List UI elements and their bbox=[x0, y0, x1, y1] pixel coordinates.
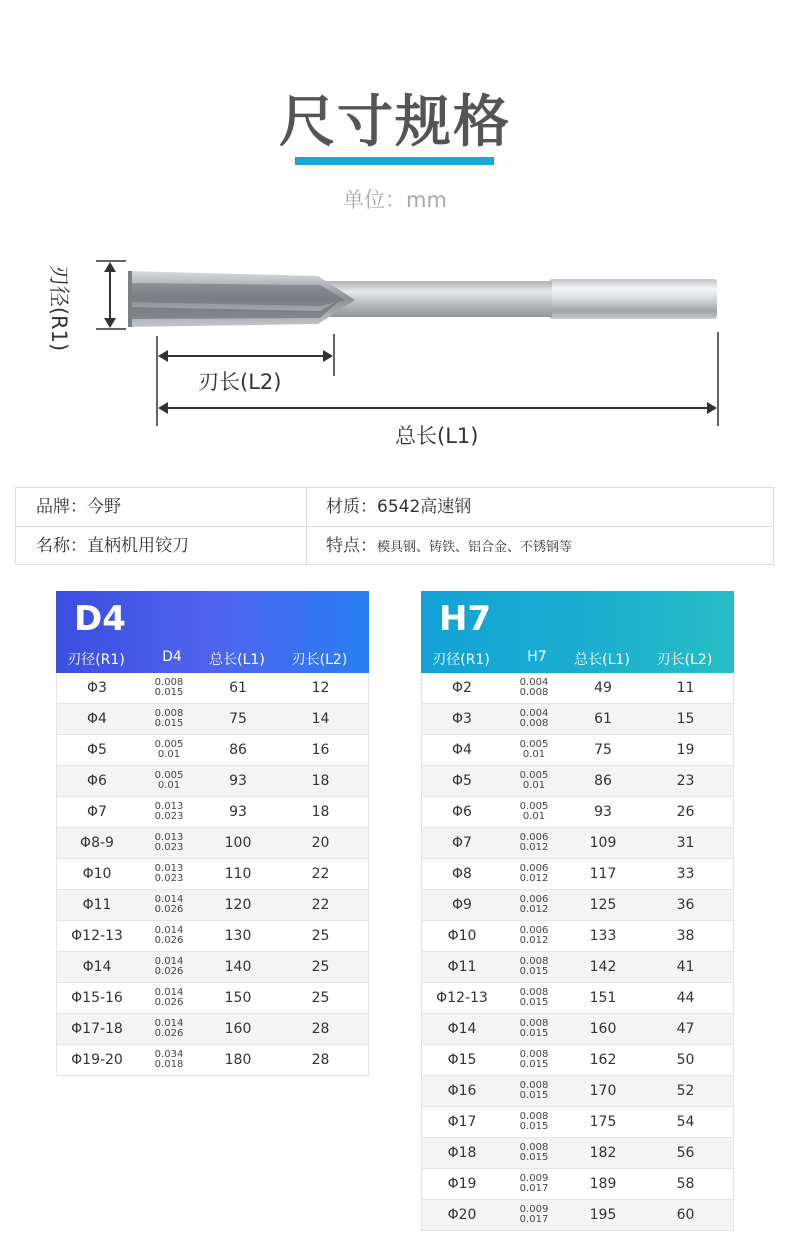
tolerance-lower: 0.023 bbox=[154, 842, 184, 853]
blade-length-cell: 31 bbox=[676, 835, 695, 851]
reamer-illustration bbox=[0, 0, 790, 470]
diameter-cell: Φ4 bbox=[87, 711, 107, 727]
tolerance-lower: 0.008 bbox=[519, 687, 549, 698]
l2-arrow-left bbox=[158, 350, 168, 362]
tolerance-upper: 0.013 bbox=[154, 801, 184, 812]
total-length-cell: 133 bbox=[589, 928, 617, 944]
blade-length-cell: 11 bbox=[676, 680, 695, 696]
blade-length-cell: 38 bbox=[676, 928, 695, 944]
blade-length-cell: 28 bbox=[311, 1052, 330, 1068]
reamer-diagram bbox=[0, 0, 790, 470]
blade-length-cell: 56 bbox=[676, 1145, 695, 1161]
blade-length-cell: 25 bbox=[311, 928, 330, 944]
diameter-cell: Φ5 bbox=[452, 773, 472, 789]
tolerance-lower: 0.012 bbox=[519, 873, 549, 884]
tolerance-upper: 0.008 bbox=[154, 677, 184, 688]
blade-length-cell: 47 bbox=[676, 1021, 695, 1037]
blade-length-cell: 18 bbox=[311, 804, 330, 820]
total-length-cell: 130 bbox=[224, 928, 252, 944]
l2-arrow-right bbox=[323, 350, 333, 362]
tolerance-upper: 0.008 bbox=[519, 1142, 549, 1153]
unit-label: 单位：mm bbox=[343, 188, 447, 212]
table-row bbox=[56, 797, 369, 828]
total-length-cell: 150 bbox=[224, 990, 252, 1006]
total-length-cell: 117 bbox=[589, 866, 617, 882]
tolerance-upper: 0.004 bbox=[519, 677, 549, 688]
total-length-cell: 61 bbox=[594, 711, 612, 727]
tolerance-upper: 0.005 bbox=[154, 770, 184, 781]
table-header bbox=[56, 591, 369, 673]
blade-length-cell: 22 bbox=[311, 866, 330, 882]
tool-tip bbox=[128, 271, 132, 327]
diameter-cell: Φ17-18 bbox=[71, 1021, 123, 1037]
tolerance-lower: 0.017 bbox=[519, 1214, 549, 1225]
total-length-cell: 182 bbox=[589, 1145, 617, 1161]
product-info-table bbox=[15, 487, 774, 565]
tolerance-lower: 0.012 bbox=[519, 842, 549, 853]
blade-length-cell: 41 bbox=[676, 959, 695, 975]
table-row bbox=[56, 673, 369, 704]
diameter-cell: Φ9 bbox=[452, 897, 472, 913]
tolerance-upper: 0.009 bbox=[519, 1204, 549, 1215]
blade-length-cell: 58 bbox=[676, 1176, 695, 1192]
diameter-cell: Φ12-13 bbox=[71, 928, 123, 944]
diameter-cell: Φ14 bbox=[82, 959, 112, 975]
table-row bbox=[421, 1045, 734, 1076]
info-row bbox=[16, 527, 773, 566]
blade-length-cell: 22 bbox=[311, 897, 330, 913]
tolerance-upper: 0.005 bbox=[519, 739, 549, 750]
table-row bbox=[421, 1076, 734, 1107]
table-row bbox=[56, 890, 369, 921]
r1-arrow-top bbox=[104, 262, 116, 272]
tolerance-lower: 0.023 bbox=[154, 873, 184, 884]
total-length-cell: 160 bbox=[224, 1021, 252, 1037]
tolerance-upper: 0.006 bbox=[519, 863, 549, 874]
total-length-cell: 75 bbox=[594, 742, 612, 758]
table-row bbox=[421, 983, 734, 1014]
table-row bbox=[56, 766, 369, 797]
tolerance-upper: 0.008 bbox=[154, 708, 184, 719]
blade-length-cell: 52 bbox=[676, 1083, 695, 1099]
page-title: 尺寸规格 bbox=[279, 90, 511, 155]
feature-value: 模具钢、铸铁、铝合金、不锈钢等 bbox=[377, 540, 573, 555]
tolerance-upper: 0.005 bbox=[519, 770, 549, 781]
diameter-cell: Φ3 bbox=[452, 711, 472, 727]
tolerance-lower: 0.015 bbox=[519, 1121, 549, 1132]
tolerance-upper: 0.013 bbox=[154, 863, 184, 874]
blade-length-cell: 18 bbox=[311, 773, 330, 789]
blade-length-cell: 20 bbox=[311, 835, 330, 851]
diameter-cell: Φ14 bbox=[447, 1021, 477, 1037]
total-length-cell: 61 bbox=[229, 680, 247, 696]
tolerance-lower: 0.01 bbox=[522, 749, 546, 760]
tolerance-upper: 0.014 bbox=[154, 956, 184, 967]
column-header: H7 bbox=[527, 649, 547, 665]
tolerance-lower: 0.026 bbox=[154, 904, 184, 915]
blade-length-cell: 25 bbox=[311, 990, 330, 1006]
l2-label: 刃长(L2) bbox=[198, 370, 282, 394]
total-length-cell: 160 bbox=[589, 1021, 617, 1037]
diameter-cell: Φ10 bbox=[82, 866, 112, 882]
table-row bbox=[421, 952, 734, 983]
shank bbox=[549, 279, 717, 319]
total-length-cell: 175 bbox=[589, 1114, 617, 1130]
column-header: 刃径(R1) bbox=[432, 652, 490, 668]
diameter-cell: Φ7 bbox=[87, 804, 107, 820]
diameter-cell: Φ15 bbox=[447, 1052, 477, 1068]
blade-length-cell: 44 bbox=[676, 990, 695, 1006]
diameter-cell: Φ3 bbox=[87, 680, 107, 696]
diameter-cell: Φ10 bbox=[447, 928, 477, 944]
tolerance-upper: 0.006 bbox=[519, 894, 549, 905]
l1-label: 总长(L1) bbox=[395, 424, 479, 448]
flute-groove-top bbox=[128, 283, 345, 306]
tolerance-lower: 0.017 bbox=[519, 1183, 549, 1194]
total-length-cell: 110 bbox=[224, 866, 252, 882]
blade-length-cell: 50 bbox=[676, 1052, 695, 1068]
table-row bbox=[56, 983, 369, 1014]
table-row bbox=[421, 890, 734, 921]
tolerance-lower: 0.01 bbox=[157, 780, 181, 791]
tolerance-upper: 0.014 bbox=[154, 925, 184, 936]
table-row bbox=[421, 797, 734, 828]
total-length-cell: 195 bbox=[589, 1207, 617, 1223]
tolerance-lower: 0.026 bbox=[154, 997, 184, 1008]
tolerance-lower: 0.012 bbox=[519, 935, 549, 946]
tolerance-upper: 0.005 bbox=[519, 801, 549, 812]
total-length-cell: 86 bbox=[229, 742, 247, 758]
diameter-cell: Φ20 bbox=[447, 1207, 477, 1223]
table-title: D4 bbox=[74, 599, 126, 639]
diameter-cell: Φ7 bbox=[452, 835, 472, 851]
tolerance-upper: 0.008 bbox=[519, 1049, 549, 1060]
total-length-cell: 75 bbox=[229, 711, 247, 727]
tolerance-upper: 0.014 bbox=[154, 987, 184, 998]
blade-length-cell: 16 bbox=[311, 742, 330, 758]
column-header: 刃长(L2) bbox=[291, 652, 348, 668]
tolerance-lower: 0.026 bbox=[154, 1028, 184, 1039]
diameter-cell: Φ19 bbox=[447, 1176, 477, 1192]
total-length-cell: 120 bbox=[224, 897, 252, 913]
table-row bbox=[56, 921, 369, 952]
total-length-cell: 86 bbox=[594, 773, 612, 789]
name-text: 名称：直柄机用铰刀 bbox=[36, 536, 189, 556]
tolerance-upper: 0.006 bbox=[519, 832, 549, 843]
r1-arrow-bottom bbox=[104, 318, 116, 328]
tolerance-upper: 0.008 bbox=[519, 1111, 549, 1122]
blade-length-cell: 33 bbox=[676, 866, 695, 882]
total-length-cell: 109 bbox=[589, 835, 617, 851]
table-row bbox=[421, 1107, 734, 1138]
diameter-cell: Φ8-9 bbox=[80, 835, 114, 851]
diameter-cell: Φ6 bbox=[452, 804, 472, 820]
blade-length-cell: 25 bbox=[311, 959, 330, 975]
l1-arrow-right bbox=[707, 402, 717, 414]
diameter-cell: Φ4 bbox=[452, 742, 472, 758]
total-length-cell: 93 bbox=[229, 804, 247, 820]
table-row bbox=[421, 704, 734, 735]
table-row bbox=[421, 1200, 734, 1231]
diameter-cell: Φ12-13 bbox=[436, 990, 488, 1006]
table-title: H7 bbox=[439, 599, 492, 639]
tolerance-upper: 0.034 bbox=[154, 1049, 184, 1060]
tolerance-upper: 0.013 bbox=[154, 832, 184, 843]
r1-label: 刃径(R1) bbox=[47, 264, 71, 352]
tolerance-lower: 0.026 bbox=[154, 966, 184, 977]
tolerance-upper: 0.008 bbox=[519, 987, 549, 998]
total-length-cell: 93 bbox=[229, 773, 247, 789]
table-row bbox=[56, 735, 369, 766]
tolerance-lower: 0.012 bbox=[519, 904, 549, 915]
tolerance-lower: 0.026 bbox=[154, 935, 184, 946]
table-row bbox=[421, 1014, 734, 1045]
tolerance-lower: 0.008 bbox=[519, 718, 549, 729]
table-row bbox=[421, 673, 734, 704]
table-row bbox=[56, 1014, 369, 1045]
blade-length-cell: 36 bbox=[676, 897, 695, 913]
r1-label-wrap bbox=[40, 260, 80, 350]
tolerance-upper: 0.005 bbox=[154, 739, 184, 750]
column-header: 总长(L1) bbox=[574, 652, 630, 668]
blade-length-cell: 60 bbox=[676, 1207, 695, 1223]
diameter-cell: Φ11 bbox=[447, 959, 477, 975]
table-row bbox=[421, 828, 734, 859]
total-length-cell: 151 bbox=[589, 990, 617, 1006]
tolerance-upper: 0.008 bbox=[519, 1080, 549, 1091]
tolerance-lower: 0.015 bbox=[154, 718, 184, 729]
feature-text bbox=[326, 527, 572, 565]
total-length-cell: 189 bbox=[589, 1176, 617, 1192]
blade-length-cell: 19 bbox=[676, 742, 695, 758]
column-header: 总长(L1) bbox=[209, 652, 265, 668]
blade-length-cell: 15 bbox=[676, 711, 695, 727]
tolerance-lower: 0.01 bbox=[522, 811, 546, 822]
tolerance-lower: 0.015 bbox=[519, 997, 549, 1008]
total-length-cell: 100 bbox=[224, 835, 252, 851]
tolerance-upper: 0.014 bbox=[154, 894, 184, 905]
table-row bbox=[56, 952, 369, 983]
blade-length-cell: 12 bbox=[311, 680, 330, 696]
total-length-cell: 125 bbox=[589, 897, 617, 913]
table-row bbox=[56, 828, 369, 859]
total-length-cell: 142 bbox=[589, 959, 617, 975]
table-row bbox=[56, 704, 369, 735]
diameter-cell: Φ19-20 bbox=[71, 1052, 123, 1068]
material-text: 材质：6542高速钢 bbox=[326, 497, 472, 517]
l1-arrow-left bbox=[158, 402, 168, 414]
blade-length-cell: 26 bbox=[676, 804, 695, 820]
total-length-cell: 49 bbox=[594, 680, 612, 696]
tolerance-upper: 0.008 bbox=[519, 956, 549, 967]
column-header: D4 bbox=[162, 649, 182, 665]
diameter-cell: Φ15-16 bbox=[71, 990, 123, 1006]
column-header: 刃径(R1) bbox=[67, 652, 125, 668]
tolerance-upper: 0.014 bbox=[154, 1018, 184, 1029]
tolerance-upper: 0.008 bbox=[519, 1018, 549, 1029]
table-row bbox=[421, 1169, 734, 1200]
feature-label: 特点： bbox=[326, 536, 377, 556]
total-length-cell: 93 bbox=[594, 804, 612, 820]
blade-length-cell: 23 bbox=[676, 773, 695, 789]
tolerance-lower: 0.01 bbox=[522, 780, 546, 791]
table-row bbox=[421, 1138, 734, 1169]
neck bbox=[320, 281, 552, 317]
total-length-cell: 140 bbox=[224, 959, 252, 975]
tolerance-lower: 0.015 bbox=[519, 1028, 549, 1039]
blade-length-cell: 54 bbox=[676, 1114, 695, 1130]
tolerance-lower: 0.015 bbox=[519, 1059, 549, 1070]
tolerance-lower: 0.023 bbox=[154, 811, 184, 822]
diameter-cell: Φ11 bbox=[82, 897, 112, 913]
table-header bbox=[421, 591, 734, 673]
tolerance-upper: 0.004 bbox=[519, 708, 549, 719]
table-row bbox=[421, 766, 734, 797]
blade-length-cell: 14 bbox=[311, 711, 330, 727]
tolerance-upper: 0.006 bbox=[519, 925, 549, 936]
table-row bbox=[421, 859, 734, 890]
diameter-cell: Φ16 bbox=[447, 1083, 477, 1099]
tolerance-lower: 0.015 bbox=[519, 1152, 549, 1163]
diameter-cell: Φ17 bbox=[447, 1114, 477, 1130]
tolerance-lower: 0.015 bbox=[154, 687, 184, 698]
diameter-cell: Φ8 bbox=[452, 866, 472, 882]
tolerance-lower: 0.018 bbox=[154, 1059, 184, 1070]
diameter-cell: Φ6 bbox=[87, 773, 107, 789]
table-row bbox=[56, 1045, 369, 1076]
blade-length-cell: 28 bbox=[311, 1021, 330, 1037]
tolerance-lower: 0.015 bbox=[519, 966, 549, 977]
total-length-cell: 162 bbox=[589, 1052, 617, 1068]
tolerance-lower: 0.01 bbox=[157, 749, 181, 760]
brand-text: 品牌：今野 bbox=[36, 497, 121, 517]
tolerance-upper: 0.009 bbox=[519, 1173, 549, 1184]
diameter-cell: Φ5 bbox=[87, 742, 107, 758]
column-header: 刃长(L2) bbox=[656, 652, 713, 668]
table-row bbox=[421, 921, 734, 952]
diameter-cell: Φ18 bbox=[447, 1145, 477, 1161]
diameter-cell: Φ2 bbox=[452, 680, 472, 696]
tolerance-lower: 0.015 bbox=[519, 1090, 549, 1101]
info-row bbox=[16, 488, 773, 527]
total-length-cell: 170 bbox=[589, 1083, 617, 1099]
table-row bbox=[56, 859, 369, 890]
table-row bbox=[421, 735, 734, 766]
total-length-cell: 180 bbox=[224, 1052, 252, 1068]
